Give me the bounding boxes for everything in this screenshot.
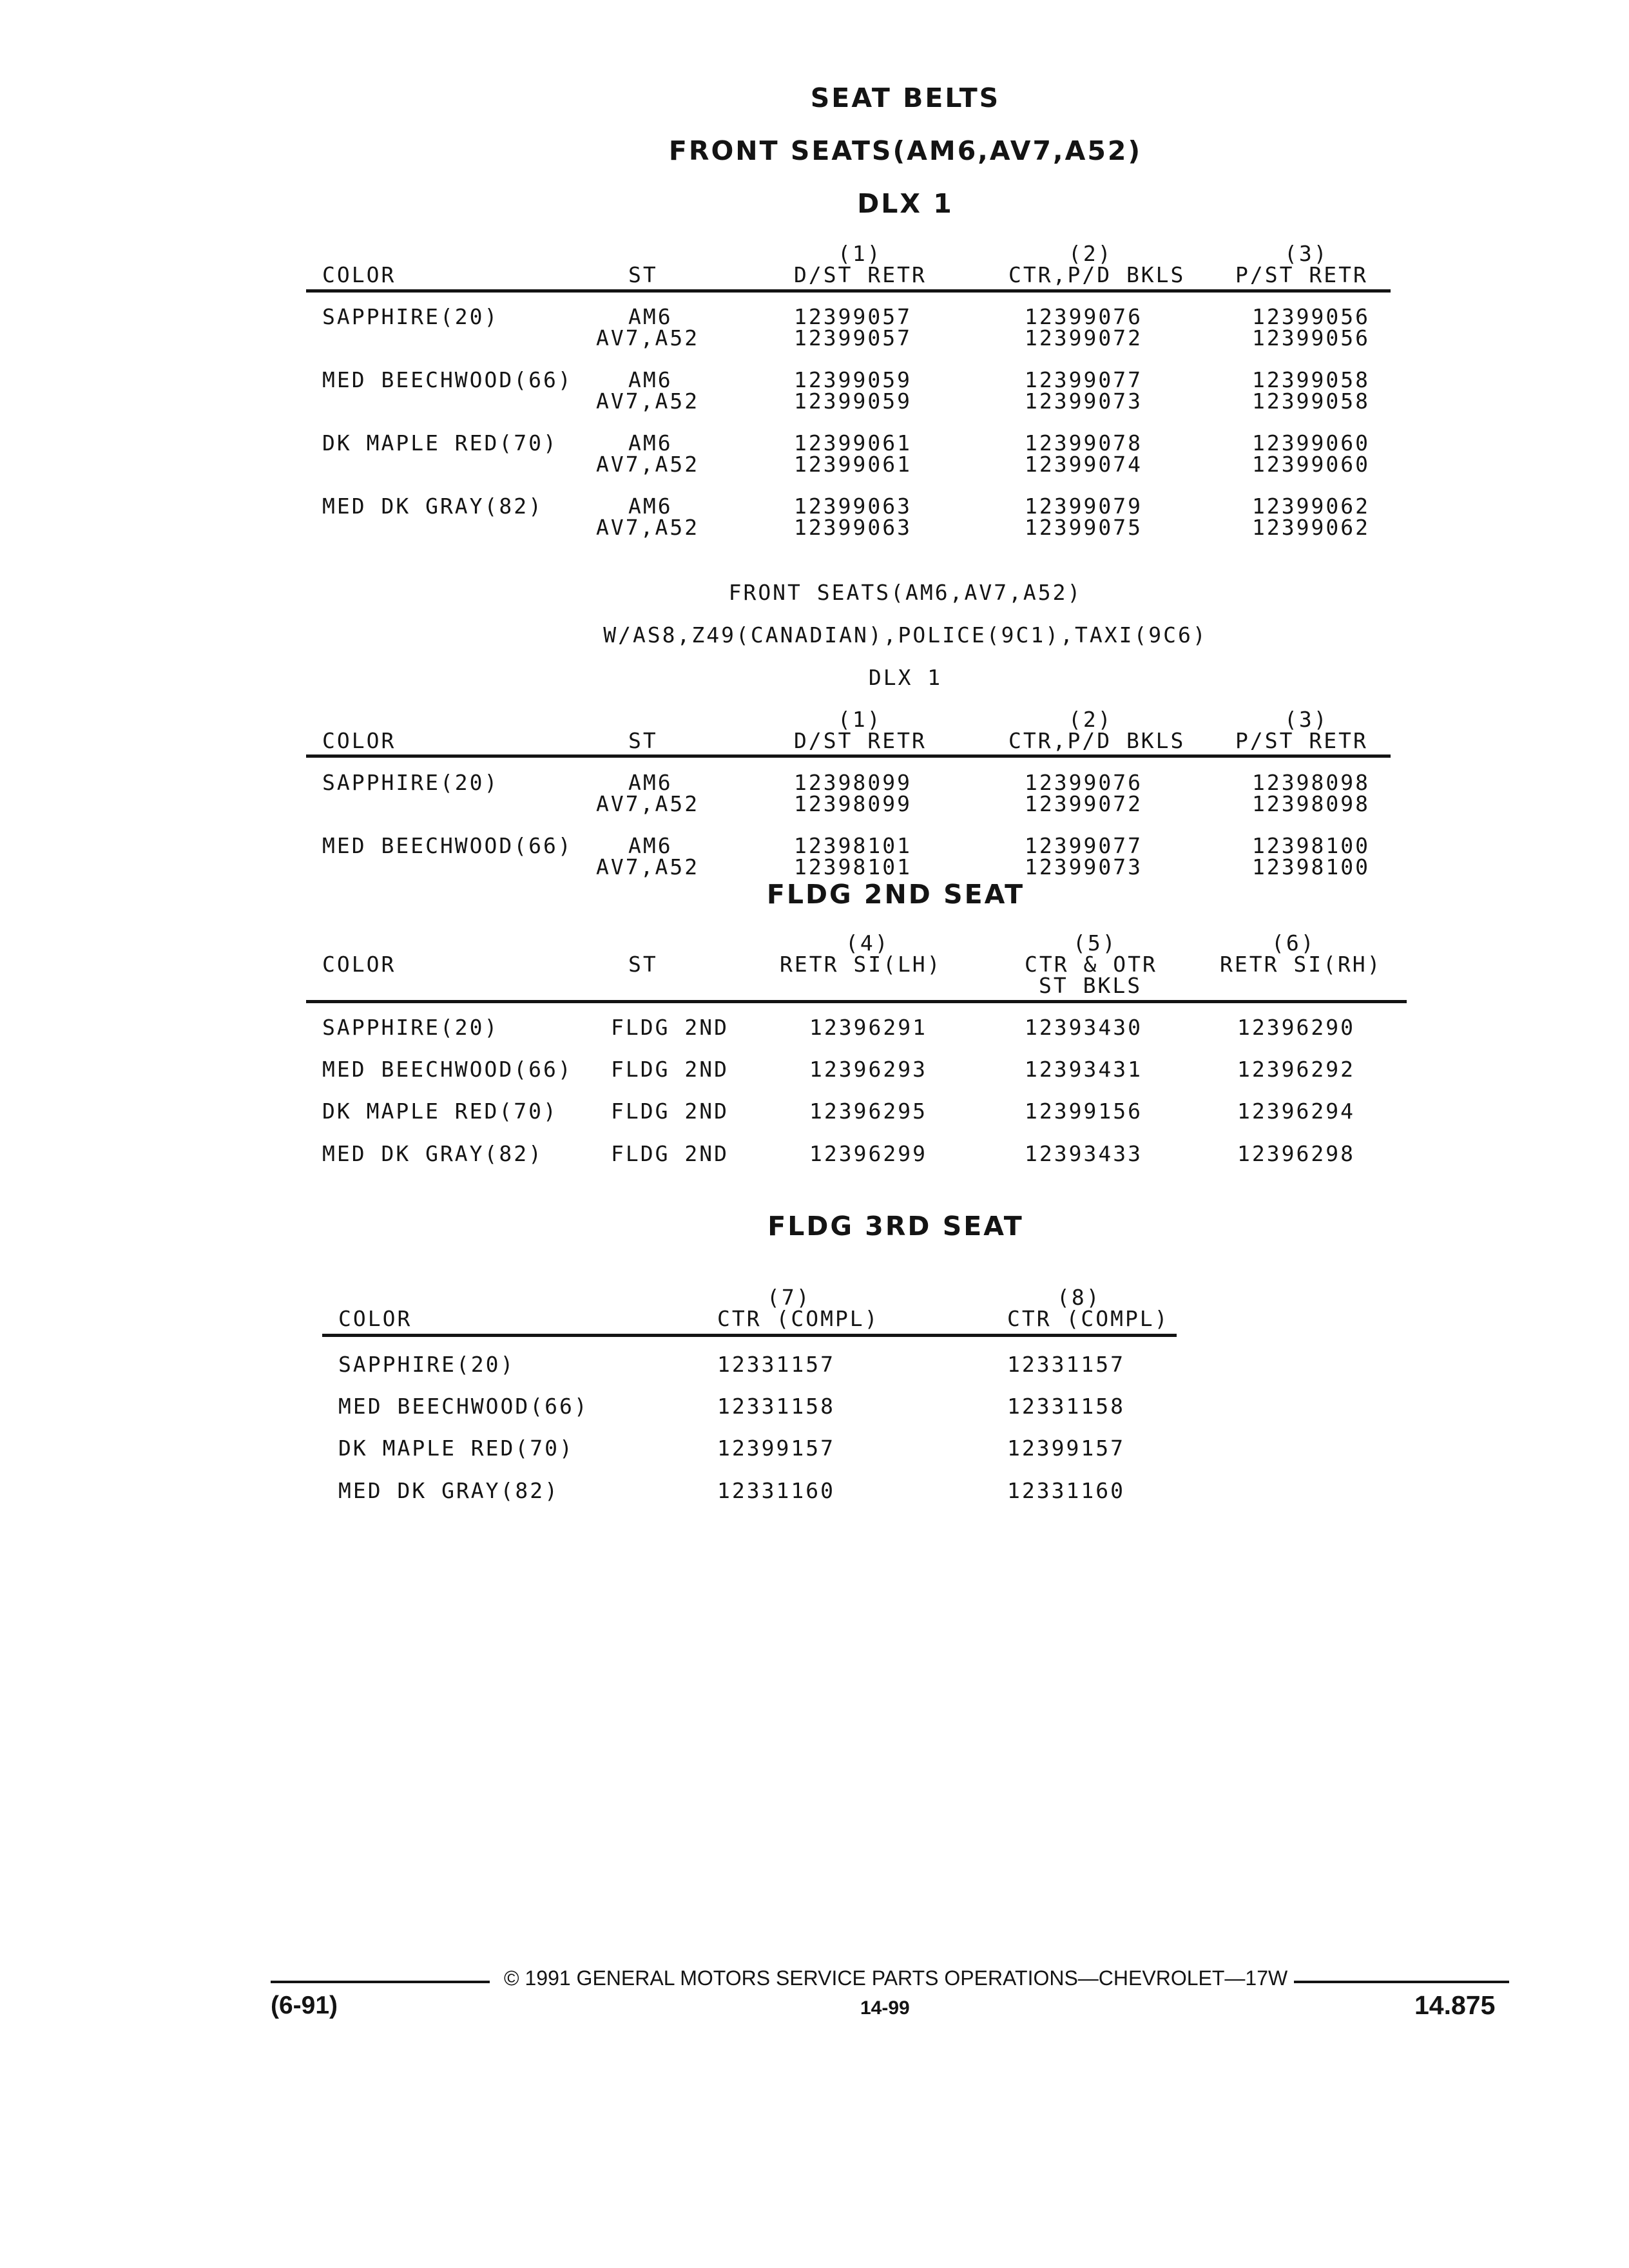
s1-row-c1: 12399063	[794, 494, 912, 519]
s1-row-c2: 12399076	[1025, 304, 1142, 329]
s1-header-rule	[306, 289, 1391, 293]
s3-col-num-4: (4)	[845, 930, 890, 956]
s1-row-c2: 12399072	[1025, 325, 1142, 351]
s3-col-st: ST	[628, 952, 658, 977]
s2-header-rule	[306, 754, 1391, 758]
s4-col-num-8: (8)	[1057, 1285, 1101, 1310]
s3-row-st: FLDG 2ND	[611, 1099, 729, 1124]
s1-row-c1: 12399057	[794, 325, 912, 351]
s1-col-st: ST	[628, 262, 658, 287]
s2-col-color: COLOR	[322, 728, 396, 753]
s1-row-c3: 12399060	[1252, 430, 1370, 456]
s1-row-c2: 12399074	[1025, 452, 1142, 477]
section1-subtitle: DLX 1	[857, 188, 954, 219]
s1-row-c1: 12399061	[794, 430, 912, 456]
s2-col-num-2: (2)	[1068, 707, 1113, 732]
s4-col-color: COLOR	[338, 1306, 412, 1331]
s1-col-num-3: (3)	[1284, 241, 1329, 266]
s2-row-c1: 12398099	[794, 770, 912, 795]
s1-row-c3: 12399062	[1252, 515, 1370, 540]
s1-row-st: AV7,A52	[596, 389, 700, 414]
footer-page-number: 14.875	[1414, 1990, 1496, 2020]
section4-title: FLDG 3RD SEAT	[767, 1211, 1024, 1242]
s1-row-c2: 12399078	[1025, 430, 1142, 456]
s3-row-c5: 12393433	[1025, 1141, 1142, 1166]
footer-copyright: © 1991 GENERAL MOTORS SERVICE PARTS OPERATIONS—CHEVROLET—17W	[504, 1966, 1288, 1990]
s1-row-st: AM6	[628, 304, 673, 329]
footer-center-page: 14-99	[860, 1997, 910, 2019]
s1-row-c2: 12399077	[1025, 367, 1142, 392]
s1-row-color: MED DK GRAY(82)	[322, 494, 544, 519]
s3-row-c4: 12396293	[809, 1057, 927, 1082]
s2-row-c3: 12398098	[1252, 791, 1370, 816]
s2-row-c3: 12398100	[1252, 833, 1370, 858]
s1-row-c1: 12399057	[794, 304, 912, 329]
s2-row-c2: 12399077	[1025, 833, 1142, 858]
s3-row-c6: 12396294	[1237, 1099, 1355, 1124]
s4-col-ctr-compl: CTR (COMPL)	[717, 1306, 880, 1331]
s2-col-num-1: (1)	[838, 707, 882, 732]
s1-col-color: COLOR	[322, 262, 396, 287]
s1-col-num-1: (1)	[838, 241, 882, 266]
s3-row-st: FLDG 2ND	[611, 1057, 729, 1082]
s1-row-c3: 12399056	[1252, 325, 1370, 351]
s1-row-st: AV7,A52	[596, 452, 700, 477]
s4-row-color: MED DK GRAY(82)	[338, 1478, 560, 1503]
page-title: SEAT BELTS	[810, 82, 1001, 113]
footer-rule-left	[271, 1981, 490, 1983]
s4-col-num-7: (7)	[767, 1285, 811, 1310]
section2-subtitle: DLX 1	[868, 665, 943, 690]
footer-date: (6-91)	[271, 1992, 338, 2019]
s2-col-st: ST	[628, 728, 658, 753]
s2-row-st: AM6	[628, 770, 673, 795]
s4-row-c8: 12331160	[1007, 1478, 1125, 1503]
s3-row-c4: 12396295	[809, 1099, 927, 1124]
s3-col-num-6: (6)	[1271, 930, 1316, 956]
s4-row-c7: 12331157	[717, 1352, 835, 1377]
s3-row-c6: 12396290	[1237, 1015, 1355, 1040]
s1-row-c2: 12399079	[1025, 494, 1142, 519]
s1-row-st: AV7,A52	[596, 325, 700, 351]
s4-row-c7: 12331160	[717, 1478, 835, 1503]
s3-col-st-bkls: ST BKLS	[1039, 973, 1142, 998]
s1-row-color: SAPPHIRE(20)	[322, 304, 499, 329]
s2-row-c1: 12398101	[794, 833, 912, 858]
s3-col-retr-si-rh: RETR SI(RH)	[1220, 952, 1382, 977]
s1-row-c1: 12399059	[794, 389, 912, 414]
s2-row-color: MED BEECHWOOD(66)	[322, 833, 573, 858]
s4-row-c8: 12331157	[1007, 1352, 1125, 1377]
s4-col-ctr-compl: CTR (COMPL)	[1007, 1306, 1170, 1331]
s1-row-c3: 12399060	[1252, 452, 1370, 477]
section1-title: FRONT SEATS(AM6,AV7,A52)	[668, 135, 1142, 166]
s1-row-color: MED BEECHWOOD(66)	[322, 367, 573, 392]
s4-row-color: SAPPHIRE(20)	[338, 1352, 516, 1377]
s1-row-color: DK MAPLE RED(70)	[322, 430, 558, 456]
s3-header-rule	[306, 1000, 1407, 1003]
s1-row-st: AV7,A52	[596, 515, 700, 540]
s1-row-st: AM6	[628, 494, 673, 519]
s3-row-c5: 12393430	[1025, 1015, 1142, 1040]
s2-col-dst-retr: D/ST RETR	[794, 728, 927, 753]
s3-row-color: MED DK GRAY(82)	[322, 1141, 544, 1166]
s3-row-st: FLDG 2ND	[611, 1015, 729, 1040]
footer-rule-right	[1294, 1981, 1509, 1983]
s2-row-c2: 12399076	[1025, 770, 1142, 795]
s3-row-color: DK MAPLE RED(70)	[322, 1099, 558, 1124]
s3-row-c4: 12396299	[809, 1141, 927, 1166]
s2-row-st: AV7,A52	[596, 854, 700, 879]
s2-row-c3: 12398098	[1252, 770, 1370, 795]
s2-row-color: SAPPHIRE(20)	[322, 770, 499, 795]
s1-row-c2: 12399073	[1025, 389, 1142, 414]
s3-col-ctr-otr: CTR & OTR	[1025, 952, 1157, 977]
s2-row-c2: 12399072	[1025, 791, 1142, 816]
s2-row-c3: 12398100	[1252, 854, 1370, 879]
section2-title: FRONT SEATS(AM6,AV7,A52)	[728, 580, 1083, 605]
s3-row-color: MED BEECHWOOD(66)	[322, 1057, 573, 1082]
s4-row-c7: 12331158	[717, 1394, 835, 1419]
s3-row-c6: 12396298	[1237, 1141, 1355, 1166]
s2-row-c1: 12398101	[794, 854, 912, 879]
s1-row-c2: 12399075	[1025, 515, 1142, 540]
s2-row-c1: 12398099	[794, 791, 912, 816]
s3-row-c5: 12399156	[1025, 1099, 1142, 1124]
s4-header-rule	[322, 1334, 1177, 1337]
s1-row-c1: 12399063	[794, 515, 912, 540]
s3-col-num-5: (5)	[1073, 930, 1117, 956]
s1-col-ctr-pd-bkls: CTR,P/D BKLS	[1008, 262, 1186, 287]
s3-row-c4: 12396291	[809, 1015, 927, 1040]
s3-col-color: COLOR	[322, 952, 396, 977]
s3-row-c5: 12393431	[1025, 1057, 1142, 1082]
s1-row-c3: 12399062	[1252, 494, 1370, 519]
s2-row-st: AM6	[628, 833, 673, 858]
s1-col-num-2: (2)	[1068, 241, 1113, 266]
s1-row-c1: 12399061	[794, 452, 912, 477]
s3-row-st: FLDG 2ND	[611, 1141, 729, 1166]
s1-col-pst-retr: P/ST RETR	[1235, 262, 1368, 287]
s4-row-c7: 12399157	[717, 1436, 835, 1461]
s1-row-st: AM6	[628, 367, 673, 392]
s1-col-dst-retr: D/ST RETR	[794, 262, 927, 287]
s2-row-c2: 12399073	[1025, 854, 1142, 879]
s4-row-c8: 12399157	[1007, 1436, 1125, 1461]
s4-row-color: MED BEECHWOOD(66)	[338, 1394, 589, 1419]
s1-row-c3: 12399058	[1252, 389, 1370, 414]
s3-col-retr-si-lh: RETR SI(LH)	[780, 952, 942, 977]
s2-col-pst-retr: P/ST RETR	[1235, 728, 1368, 753]
s2-col-num-3: (3)	[1284, 707, 1329, 732]
s1-row-c3: 12399056	[1252, 304, 1370, 329]
s1-row-st: AM6	[628, 430, 673, 456]
s3-row-c6: 12396292	[1237, 1057, 1355, 1082]
s4-row-color: DK MAPLE RED(70)	[338, 1436, 574, 1461]
s3-row-color: SAPPHIRE(20)	[322, 1015, 499, 1040]
section3-title: FLDG 2ND SEAT	[766, 879, 1025, 910]
s1-row-c1: 12399059	[794, 367, 912, 392]
s2-row-st: AV7,A52	[596, 791, 700, 816]
s1-row-c3: 12399058	[1252, 367, 1370, 392]
s2-col-ctr-pd-bkls: CTR,P/D BKLS	[1008, 728, 1186, 753]
s4-row-c8: 12331158	[1007, 1394, 1125, 1419]
section2-subtitle-options: W/AS8,Z49(CANADIAN),POLICE(9C1),TAXI(9C6)	[603, 622, 1208, 648]
